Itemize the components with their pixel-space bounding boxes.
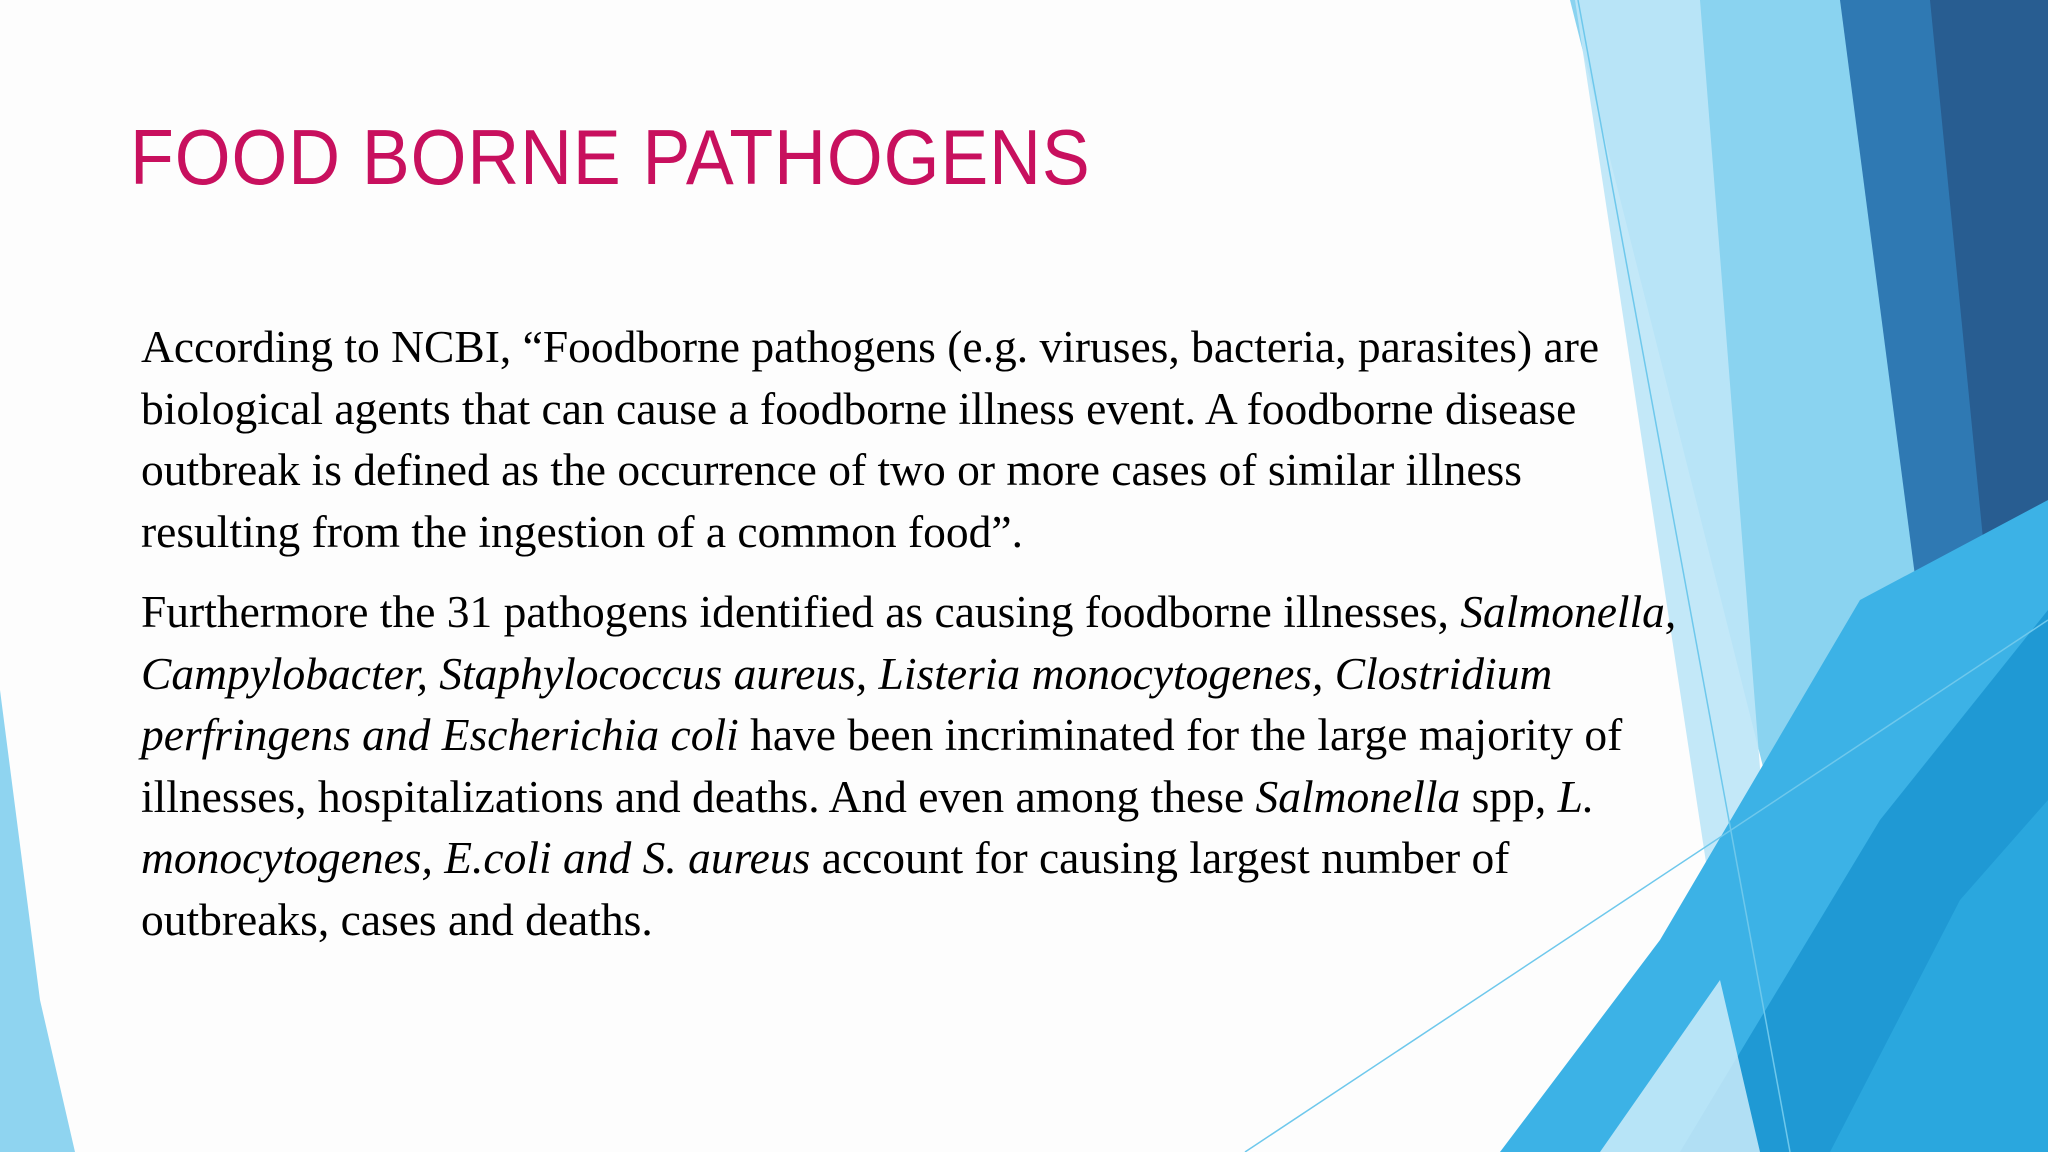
body-paragraph [141, 316, 1901, 562]
italic-text: Campylobacter, Staphylococcus aureus, Listeria monocytogenes, Clostridium [141, 647, 1553, 699]
text-run: account for causing largest number of [810, 832, 1510, 883]
text-line [141, 439, 1901, 501]
text-line [141, 766, 1901, 828]
text-line [141, 889, 1901, 951]
text-line [141, 378, 1901, 440]
text-run: According to NCBI, “Foodborne pathogens (e.g. viruses, bacteria, parasites) are [141, 321, 1600, 372]
italic-text: Salmonella, [1460, 586, 1677, 637]
text-line [141, 704, 1901, 766]
italic-text: L. [1557, 770, 1595, 822]
text-line [141, 501, 1901, 563]
text-run: illnesses, hospitalizations and deaths. And even among these [141, 770, 1256, 822]
italic-text: monocytogenes, E.coli and S. aureus [141, 832, 811, 883]
slide-title: FOOD BORNE PATHOGENS [130, 113, 1091, 201]
text-line [141, 827, 1901, 889]
text-line [141, 581, 1901, 643]
text-run: outbreaks, cases and deaths. [141, 893, 653, 945]
text-line [141, 643, 1901, 705]
text-run: have been incriminated for the large majority of [738, 709, 1623, 760]
left-edge-shape [0, 690, 75, 1152]
body-paragraph [141, 581, 1901, 950]
italic-text: perfringens and Escherichia coli [141, 709, 739, 760]
italic-text: Salmonella [1255, 770, 1461, 822]
slide-body [141, 316, 1901, 950]
text-run: spp, [1460, 770, 1558, 822]
text-run: resulting from the ingestion of a common food”. [141, 505, 1024, 557]
text-run: outbreak is defined as the occurrence of two or more cases of similar illness [141, 444, 1522, 495]
text-run: biological agents that can cause a foodborne illness event. A foodborne disease [141, 382, 1577, 434]
text-line [141, 316, 1901, 378]
text-run: Furthermore the 31 pathogens identified as causing foodborne illnesses, [141, 586, 1461, 637]
